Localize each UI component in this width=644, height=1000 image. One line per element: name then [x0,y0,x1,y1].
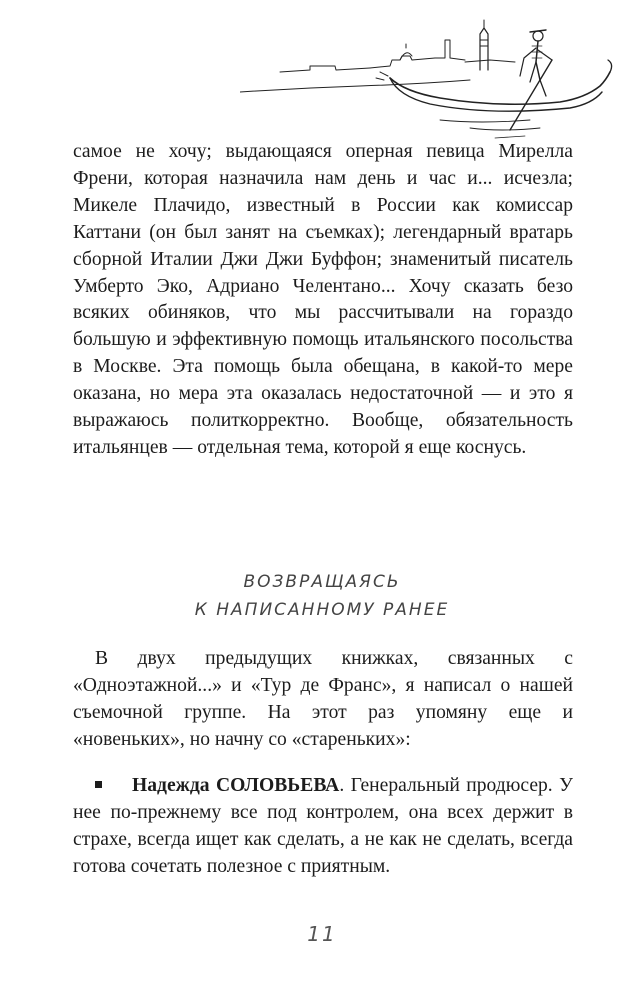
list-item [73,773,573,881]
section-heading-line-1: ВОЗВРАЩАЯСЬ [243,572,401,592]
section-heading [0,568,644,624]
page-number: 11 [307,922,337,946]
bullet-description: . Генеральный продюсер. У нее по-прежнему все под контролем, она всех держит в страхе, всегда ищет как сделать, а не как не сделать, всегда готова сочетать полезное с приятным. [73,775,573,877]
body-paragraph-2: В двух предыдущих книжках, связанных с «Одноэтажной...» и «Тур де Франс», я написал о нашей съемочной группе. На этот раз упомяну еще и «новеньких», но начну со «стареньких»: [73,648,573,750]
section-heading-line-2: К НАПИСАННОМУ РАНЕЕ [194,600,450,620]
venice-gondola-sketch-icon [240,0,620,150]
body-paragraph: самое не хочу; выдающаяся оперная певица Мирелла Френи, которая назначила нам день и час и... исчезла; Микеле Плачидо, известный в России как комиссар Каттани (он был занят на съемках); легендарный вратарь сборной Италии Джи Джи Буффон; знаменитый писатель Умберто Эко, Адриано Челентано... Хочу сказать безо всяких обиняков, что мы рассчитывали на гораздо большую и эффективную помощь итальянского посольства в Москве. Эта помощь была обещана, в какой-то мере оказана, но мера эта оказалась недостаточной — и это я выражаюсь политкорректно. Вообще, обязательность итальянцев — отдельная тема, которой я еще коснусь. [73,141,573,458]
square-bullet-icon [95,781,102,788]
bullet-person-name: Надежда СОЛОВЬЕВА [132,775,340,796]
